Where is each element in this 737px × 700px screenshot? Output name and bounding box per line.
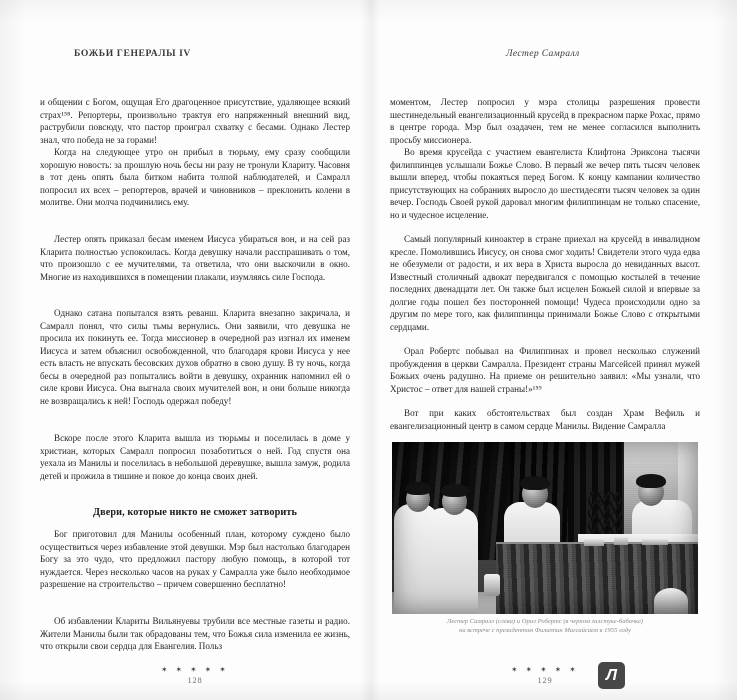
paragraph-text: Однако сатана попытался взять реванш. Кларита внезапно закричала, и Самралл понял, что силы тьмы вернулись. Они заявили, что девушка не просила их покинуть ее. Тогда миссионер в очередной раз изгнал их именем Иисуса и затем объяснил освобожденной, что благодаря крови Иисуса у нее есть власть не впускать бесовских духов обратно в свою душу. В ту ночь, когда бесы в очередной раз попытались войти в девушку, охранник напомнил ей о силе крови Иисуса. Она выгнала своих мучителей вон, и они больше никогда не возвращались к ней! Господь одержал победу! bbox=[40, 308, 350, 406]
left-page-star-ornament: ✶ ✶ ✶ ✶ ✶ bbox=[161, 665, 229, 674]
left-paragraph-3 bbox=[40, 233, 350, 283]
photograph-figure bbox=[392, 442, 698, 614]
left-page-column bbox=[40, 0, 350, 700]
paragraph-text: Когда на следующее утро он прибыл в тюрьму, ему сразу сообщили хорошую новость: за прошлую ночь бесы ни разу не тронули Клариту. Часовня в тот день опять была битком набита толпой наблюдателей, и Самралл попросил их всех – репортеров, врачей и чиновников – преклонить колени в молитве. Они молча подчинились ему. bbox=[40, 147, 350, 208]
paragraph-text: и общении с Богом, ощущая Его драгоценное присутствие, удаляющее всякий страх¹⁵⁸. Репортеры, произвольно трактуя его напряженный внешний вид, раструбили повсюду, что пастор проиграл схватку с бесами. Однако Лестер знал, что победа не за горами! bbox=[40, 97, 350, 145]
right-paragraph-2 bbox=[390, 146, 700, 221]
left-paragraph-7 bbox=[40, 615, 350, 653]
right-paragraph-1 bbox=[390, 96, 700, 146]
book-gutter bbox=[360, 0, 380, 700]
photograph-image bbox=[392, 442, 698, 614]
paragraph-text: Самый популярный киноактер в стране приехал на крусейд в инвалидном кресле. Помолившись Иисусу, он снова смог ходить! Свидетели этого чуда едва не обезумели от радости, и их вера в Христа выросла до невиданных высот. Известный столичный адвокат передвигался с помощью костылей в течение последних двенадцати лет. Он также был исцелен Божьей силой и впервые за долгие годы пошел без посторонней помощи! Чудеса происходили одно за другим по мере того, как филиппинцы принимали Божье Слово с открытыми сердцами. bbox=[390, 234, 700, 332]
left-paragraph-6 bbox=[40, 528, 350, 591]
section-subheading: Двери, которые никто не сможет затворить bbox=[93, 507, 297, 518]
publisher-logo-badge: Л bbox=[598, 662, 625, 689]
right-page-star-ornament: ✶ ✶ ✶ ✶ ✶ bbox=[511, 665, 579, 674]
photo-vignette bbox=[392, 442, 698, 614]
paragraph-text: Вот при каких обстоятельствах был создан Храм Вефиль и евангелизационный центр в самом сердце Манилы. Видение Самралла bbox=[390, 408, 700, 431]
caption-line-1: Лестер Самралл (слева) и Орал Робертс (в черном галстуке-бабочке) bbox=[446, 618, 644, 625]
paragraph-text: Лестер опять приказал бесам именем Иисуса убираться вон, и на сей раз Кларита полностью успокоилась. Когда девушку начали расспрашивать о том, что произошло с ее мучителями, та ответила, что они выскочили в окно. Многие из находившихся в помещении плакали, изумляясь силе Господа. bbox=[40, 234, 350, 282]
photograph-caption bbox=[392, 617, 698, 636]
left-paragraph-1 bbox=[40, 96, 350, 146]
paragraph-text: Вскоре после этого Кларита вышла из тюрьмы и поселилась в доме у христиан, которых Самралл попросил позаботиться о ней. Год спустя она уехала из Манилы и поселилась в небольшой деревушке, вышла замуж, родила детей и прожила в тишине и покое до конца своих дней. bbox=[40, 433, 350, 481]
caption-line-2: на встрече с президентом Филиппин Магсайсаем в 1955 году bbox=[459, 627, 631, 635]
paragraph-text: Об избавлении Клариты Вильянуевы трубили все местные газеты и радио. Жители Манилы были так обрадованы тем, что Божья сила изменила ее жизнь, что открыли свои сердца для Евангелия. Польз bbox=[40, 616, 350, 652]
paragraph-text: моментом, Лестер попросил у мэра столицы разрешения провести шестинедельный евангелизационный крусейд в прекрасном парке Рохас, прямо в центре города. Мэр был озадачен, тем не менее согласился выполнить просьбу миссионера. bbox=[390, 97, 700, 145]
right-page-number: 129 bbox=[537, 676, 553, 685]
right-paragraph-5 bbox=[390, 407, 700, 432]
right-paragraph-4 bbox=[390, 345, 700, 395]
running-head-left: БОЖЬИ ГЕНЕРАЛЫ IV bbox=[74, 48, 191, 59]
paragraph-text: Бог приготовил для Манилы особенный план, которому суждено было осуществиться через избавление этой девушки. Мэр был настолько благодарен Богу за это чудо, что предложил пастору любую помощь, в которой тот нуждается. Через несколько часов на руках у Самралла уже было необходимое разрешение на строительство – причем совершенно бесплатно! bbox=[40, 529, 350, 590]
left-page-number: 128 bbox=[187, 676, 203, 685]
paragraph-text: Орал Робертс побывал на Филиппинах и провел несколько служений пробуждения в церкви Самралла. Президент страны Магсейсей принял мужей Божьих очень радушно. На приеме он решительно заявил: «Мы узнали, что Христос – ответ для нашей страны!»¹⁵⁹ bbox=[390, 346, 700, 394]
left-paragraph-4 bbox=[40, 307, 350, 407]
left-paragraph-5 bbox=[40, 432, 350, 482]
running-head-right: Лестер Самралл bbox=[506, 48, 580, 59]
right-paragraph-3 bbox=[390, 233, 700, 333]
paragraph-text: Во время крусейда с участием евангелиста Клифтона Эриксона тысячи филиппинцев услышали Божье Слово. В первый же вечер пять тысяч человек вышли вперед, чтобы покаяться перед Богом. К концу кампании количество присутствующих на собраниях выросло до шестидесяти тысяч человек за один вечер. Господь Своей рукой даровал многим филиппинцам не только спасение, но и чудесное исцеление. bbox=[390, 147, 700, 220]
left-paragraph-2 bbox=[40, 146, 350, 209]
